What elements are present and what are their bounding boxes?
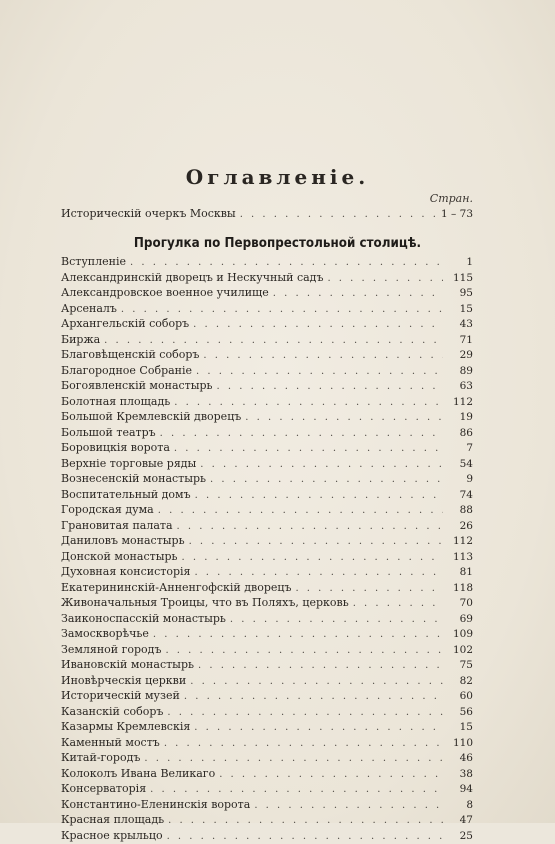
toc-entry-label: Александринскій дворецъ и Нескучный садъ [61,270,323,286]
toc-entry-page: 110 [447,736,473,752]
dot-leader [184,689,443,705]
toc-entry [61,595,473,611]
toc-entry [61,642,473,658]
toc-entry [61,502,473,518]
toc-entry-label: Биржа [61,332,100,348]
dot-leader [190,674,443,690]
toc-entry-page: 89 [447,364,473,380]
dot-leader [194,720,443,736]
dot-leader [168,813,443,829]
toc-entry [61,254,473,270]
toc-entry-page: 118 [447,581,473,597]
toc-entry-page: 38 [447,767,473,783]
toc-entry-page: 94 [447,782,473,798]
toc-entry-label: Боровицкія ворота [61,440,170,456]
toc-entry [61,332,473,348]
toc-entry [61,673,473,689]
toc-entry [61,688,473,704]
dot-leader [181,550,443,566]
toc-entry-label: Донской монастырь [61,549,177,565]
dot-leader [104,333,443,349]
toc-entry-label: Казармы Кремлевскія [61,719,190,735]
toc-entry-label: Красная площадь [61,812,164,828]
toc-entry-label: Городская дума [61,502,154,518]
toc-entry-page: 15 [447,302,473,318]
dot-leader [198,658,443,674]
toc-entry-page: 70 [447,596,473,612]
toc-entry [61,394,473,410]
toc-entry-label: Большой театръ [61,425,156,441]
toc-entry-page: 47 [447,813,473,829]
toc-entry-label: Земляной городъ [61,642,161,658]
toc-entry [61,347,473,363]
toc-entry-page: 69 [447,612,473,628]
toc-entry-page: 81 [447,565,473,581]
toc-entry-label: Колоколъ Ивана Великаго [61,766,215,782]
toc-entry-page: 15 [447,720,473,736]
toc-entry-label: Благородное Собраніе [61,363,192,379]
dot-leader [160,426,443,442]
toc-entry [61,781,473,797]
toc-entry-label: Даниловъ монастырь [61,533,185,549]
toc-entry-label: Богоявленскій монастырь [61,378,213,394]
toc-entry [61,580,473,596]
toc-entry-label: Большой Кремлевскій дворецъ [61,409,241,425]
dot-leader [245,410,443,426]
toc-entry-label: Каменный мостъ [61,735,160,751]
dot-leader [217,379,443,395]
toc-entry-label: Арсеналъ [61,301,117,317]
toc-entry-page: 46 [447,751,473,767]
toc-entry-label: Верхніе торговые ряды [61,456,196,472]
toc-entry [61,812,473,828]
toc-entry-page: 112 [447,395,473,411]
toc-entry [61,378,473,394]
dot-leader [193,317,443,333]
toc-entry-label: Иновѣрческія церкви [61,673,186,689]
toc-entry-label: Духовная консисторія [61,564,190,580]
dot-leader [295,581,443,597]
toc-entry [61,316,473,332]
toc-entry [61,828,473,844]
dot-leader [200,457,443,473]
toc-entry-page: 115 [447,271,473,287]
toc-entry [61,766,473,782]
dot-leader [273,286,443,302]
toc-entry [61,301,473,317]
dot-leader [158,503,443,519]
dot-leader [240,209,437,220]
dot-leader [165,643,443,659]
toc-entry [61,285,473,301]
toc-entry-label: Вознесенскій монастырь [61,471,206,487]
toc-entry [61,564,473,580]
dot-leader [174,441,443,457]
toc-entry-page: 19 [447,410,473,426]
toc-entry-label: Болотная площадь [61,394,170,410]
dot-leader [150,782,443,798]
toc-entry-page: 54 [447,457,473,473]
toc-entry-label: Китай-городъ [61,750,140,766]
toc-entry-page: 88 [447,503,473,519]
section-title: Прогулка по Первопрестольной столицѣ. [22,236,533,251]
dot-leader [121,302,443,318]
toc-entry [61,750,473,766]
toc-entry [61,487,473,503]
toc-entry-label: Казанскій соборъ [61,704,163,720]
toc-entry-label: Благовѣщенскій соборъ [61,347,199,363]
toc-entry-label: Заиконоспасскій монастырь [61,611,226,627]
dot-leader [353,596,443,612]
toc-entry-label: Живоначальныя Троицы, что въ Поляхъ, церковь [61,595,349,611]
dot-leader [167,705,443,721]
toc-entry-page: 112 [447,534,473,550]
toc-entry [61,549,473,565]
toc-entry-page: 109 [447,627,473,643]
toc-entry-page: 29 [447,348,473,364]
toc-entry-page: 8 [447,798,473,814]
toc-entry-label: Ивановскій монастырь [61,657,194,673]
historical-essay-label: Историческій очеркъ Москвы [61,207,236,220]
historical-essay-row [61,207,473,220]
dot-leader [219,767,443,783]
dot-leader [203,348,443,364]
dot-leader [144,751,443,767]
toc-entry [61,440,473,456]
toc-entry [61,735,473,751]
toc-entry-page: 113 [447,550,473,566]
toc-entry-page: 7 [447,441,473,457]
toc-entry-page: 60 [447,689,473,705]
toc-entry-page: 82 [447,674,473,690]
toc-entry-page: 63 [447,379,473,395]
toc-entry [61,363,473,379]
toc-entry-page: 74 [447,488,473,504]
table-of-contents-list [61,254,473,843]
toc-entry-label: Грановитая палата [61,518,173,534]
dot-leader [174,395,443,411]
toc-entry [61,611,473,627]
toc-entry-label: Замоскворѣчье [61,626,149,642]
toc-entry-label: Вступленіе [61,254,126,270]
dot-leader [153,627,443,643]
dot-leader [167,829,443,844]
toc-entry [61,471,473,487]
toc-entry-label: Константино-Еленинскія ворота [61,797,250,813]
dot-leader [254,798,443,814]
dot-leader [130,255,443,271]
toc-entry-page: 95 [447,286,473,302]
toc-entry-label: Консерваторія [61,781,146,797]
page-column-label: Стран. [430,192,473,205]
toc-entry-label: Архангельскій соборъ [61,316,189,332]
toc-entry [61,704,473,720]
dot-leader [210,472,443,488]
toc-entry-page: 25 [447,829,473,844]
dot-leader [195,488,443,504]
toc-entry-page: 86 [447,426,473,442]
toc-entry-label: Александровское военное училище [61,285,269,301]
toc-entry [61,409,473,425]
toc-entry-page: 26 [447,519,473,535]
dot-leader [196,364,443,380]
toc-entry-page: 1 [447,255,473,271]
toc-entry-label: Екатерининскій-Анненгофскій дворецъ [61,580,291,596]
toc-entry-label: Красное крыльцо [61,828,163,844]
dot-leader [194,565,443,581]
toc-entry [61,518,473,534]
toc-entry-page: 75 [447,658,473,674]
toc-entry-page: 71 [447,333,473,349]
toc-entry-page: 102 [447,643,473,659]
dot-leader [327,271,443,287]
toc-entry-page: 9 [447,472,473,488]
page-title: Оглавленіе. [0,165,555,189]
toc-entry [61,657,473,673]
toc-entry [61,456,473,472]
toc-entry-label: Воспитательный домъ [61,487,191,503]
toc-entry [61,270,473,286]
dot-leader [177,519,443,535]
toc-entry [61,626,473,642]
toc-entry [61,719,473,735]
toc-entry-page: 56 [447,705,473,721]
toc-entry-page: 43 [447,317,473,333]
dot-leader [164,736,443,752]
toc-entry [61,533,473,549]
toc-entry [61,797,473,813]
toc-entry [61,425,473,441]
toc-entry-label: Историческій музей [61,688,180,704]
dot-leader [230,612,443,628]
historical-essay-pages: 1 – 73 [441,208,473,220]
dot-leader [189,534,443,550]
